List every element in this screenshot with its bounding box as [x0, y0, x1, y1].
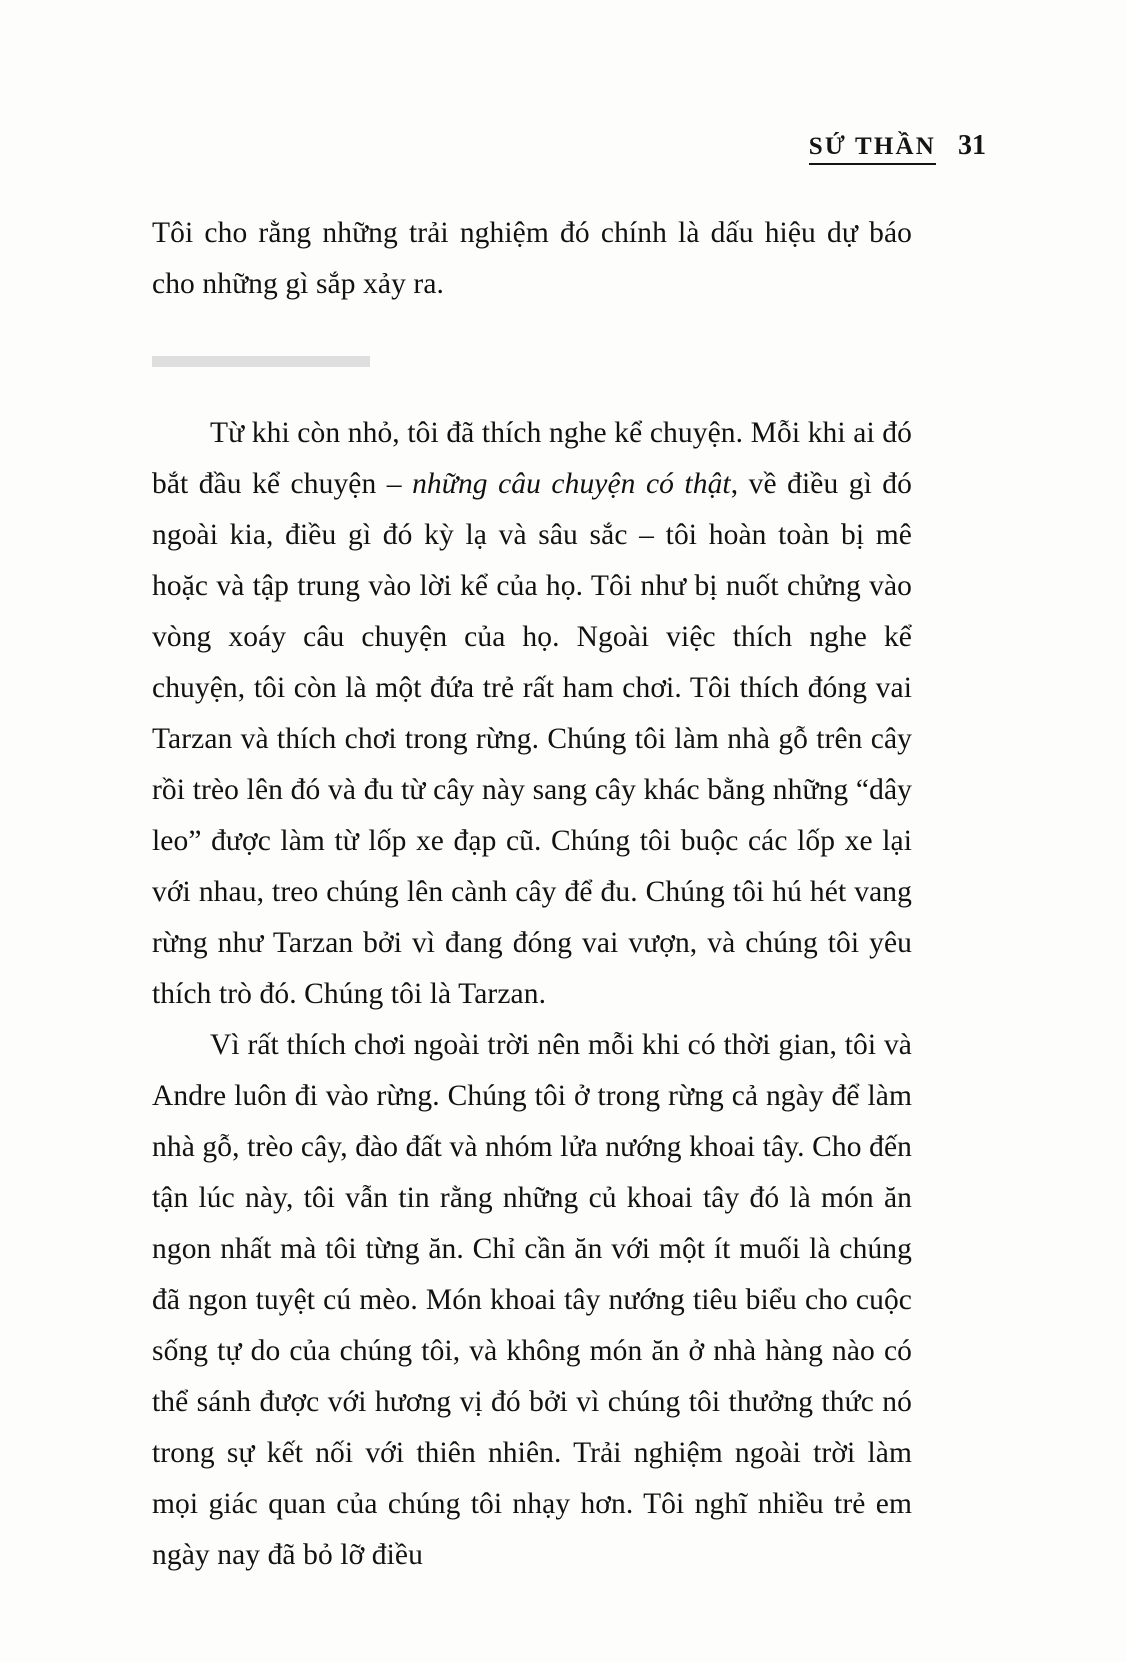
page-header: [809, 132, 986, 165]
paragraph-3: Vì rất thích chơi ngoài trời nên mỗi khi có thời gian, tôi và Andre luôn đi vào rừng. Chúng tôi ở trong rừng cả ngày để làm nhà gỗ, trèo cây, đào đất và nhóm lửa nướng khoai tây. Cho đến tận lúc này, tôi vẫn tin rằng những củ khoai tây đó là món ăn ngon nhất mà tôi từng ăn. Chỉ cần ăn với một ít muối là chúng đã ngon tuyệt cú mèo. Món khoai tây nướng tiêu biểu cho cuộc sống tự do của chúng tôi, và không món ăn ở nhà hàng nào có thể sánh được với hương vị đó bởi vì chúng tôi thưởng thức nó trong sự kết nối với thiên nhiên. Trải nghiệm ngoài trời làm mọi giác quan của chúng tôi nhạy hơn. Tôi nghĩ nhiều trẻ em ngày nay đã bỏ lỡ điều: [152, 1029, 912, 1571]
section-break: [152, 356, 912, 368]
emphasized-text: những câu chuyện có thật: [412, 468, 731, 500]
paragraph-2: Từ khi còn nhỏ, tôi đã thích nghe kể chuyện. Mỗi khi ai đó bắt đầu kể chuyện – những câu chuyện có thật, về điều gì đó ngoài kia, điều gì đó kỳ lạ và sâu sắc – tôi hoàn toàn bị mê hoặc và tập trung vào lời kể của họ. Tôi như bị nuốt chửng vào vòng xoáy câu chuyện của họ. Ngoài việc thích nghe kể chuyện, tôi còn là một đứa trẻ rất ham chơi. Tôi thích đóng vai Tarzan và thích chơi trong rừng. Chúng tôi làm nhà gỗ trên cây rồi trèo lên đó và đu từ cây này sang cây khác bằng những “dây leo” được làm từ lốp xe đạp cũ. Chúng tôi buộc các lốp xe lại với nhau, treo chúng lên cành cây để đu. Chúng tôi hú hét vang rừng như Tarzan bởi vì đang đóng vai vượn, và chúng tôi yêu thích trò đó. Chúng tôi là Tarzan.: [152, 417, 912, 1010]
page-number: 31: [958, 130, 986, 161]
section-break-rule: [152, 356, 370, 367]
running-head: SỨ THẦN: [809, 134, 936, 165]
page-body: [152, 208, 912, 1581]
paragraph-1: Tôi cho rằng những trải nghiệm đó chính là dấu hiệu dự báo cho những gì sắp xảy ra.: [152, 217, 912, 300]
